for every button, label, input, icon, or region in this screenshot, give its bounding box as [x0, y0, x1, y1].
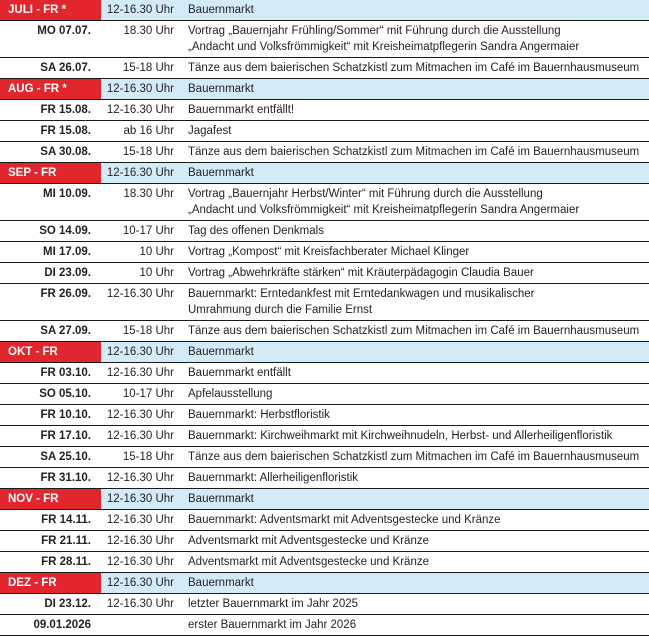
event-date: FR 10.10.	[0, 405, 101, 426]
month-header-row	[0, 79, 649, 100]
event-date: SO 05.10.	[0, 384, 101, 405]
event-date: FR 26.09.	[0, 284, 101, 321]
event-description	[182, 0, 649, 21]
description-line: Jagafest	[188, 125, 232, 137]
event-description	[182, 405, 649, 426]
month-label: JULI - FR *	[0, 0, 101, 21]
description-line: Vortrag „Abwehrkräfte stärken“ mit Kräuterpädagogin Claudia Bauer	[188, 267, 534, 279]
event-time: 18.30 Uhr	[101, 21, 182, 58]
description-line: erster Bauernmarkt im Jahr 2026	[188, 619, 357, 631]
month-header-row	[0, 163, 649, 184]
event-time: 12-16.30 Uhr	[101, 573, 182, 594]
event-time: 15-18 Uhr	[101, 58, 182, 79]
description-line: Vortrag „Bauernjahr Herbst/Winter“ mit Führung durch die Ausstellung	[188, 188, 543, 200]
description-line: Bauernmarkt	[188, 493, 254, 505]
event-row	[0, 594, 649, 615]
event-description	[182, 284, 649, 321]
event-time: 12-16.30 Uhr	[101, 284, 182, 321]
event-description	[182, 142, 649, 163]
event-date: FR 03.10.	[0, 363, 101, 384]
description-line: Bauernmarkt: Herbstfloristik	[188, 409, 330, 421]
description-line: Vortrag „Kompost“ mit Kreisfachberater Michael Klinger	[188, 246, 470, 258]
event-description	[182, 242, 649, 263]
description-line: Apfelausstellung	[188, 388, 273, 400]
event-row	[0, 121, 649, 142]
event-row	[0, 405, 649, 426]
event-row	[0, 142, 649, 163]
event-description	[182, 447, 649, 468]
event-description	[182, 489, 649, 510]
event-time: 15-18 Uhr	[101, 321, 182, 342]
event-time: 12-16.30 Uhr	[101, 489, 182, 510]
description-line: Adventsmarkt mit Adventsgestecke und Kränze	[188, 535, 429, 547]
event-date: FR 31.10.	[0, 468, 101, 489]
event-row	[0, 242, 649, 263]
description-line: Tänze aus dem baierischen Schatzkistl zum Mitmachen im Café im Bauernhausmuseum	[188, 62, 640, 74]
event-date: MI 10.09.	[0, 184, 101, 221]
event-time: 12-16.30 Uhr	[101, 363, 182, 384]
event-time: 10 Uhr	[101, 242, 182, 263]
event-date: FR 15.08.	[0, 121, 101, 142]
event-row	[0, 615, 649, 636]
event-description	[182, 100, 649, 121]
event-description	[182, 163, 649, 184]
event-date: SA 25.10.	[0, 447, 101, 468]
event-row	[0, 468, 649, 489]
event-time: 15-18 Uhr	[101, 142, 182, 163]
event-description	[182, 121, 649, 142]
description-line: Bauernmarkt: Kirchweihmarkt mit Kirchweihnudeln, Herbst- und Allerheiligenfloristik	[188, 430, 613, 442]
event-description	[182, 263, 649, 284]
event-date: FR 28.11.	[0, 552, 101, 573]
event-time: 12-16.30 Uhr	[101, 510, 182, 531]
event-time: 10-17 Uhr	[101, 384, 182, 405]
event-description	[182, 21, 649, 58]
description-line: Umrahmung durch die Familie Ernst	[188, 304, 373, 316]
month-label: NOV - FR	[0, 489, 101, 510]
event-time	[101, 615, 182, 636]
description-line: Bauernmarkt entfällt	[188, 367, 291, 379]
event-time: ab 16 Uhr	[101, 121, 182, 142]
event-description	[182, 184, 649, 221]
event-description	[182, 510, 649, 531]
event-row	[0, 510, 649, 531]
event-time: 10 Uhr	[101, 263, 182, 284]
event-time: 12-16.30 Uhr	[101, 100, 182, 121]
event-date: MI 17.09.	[0, 242, 101, 263]
event-description	[182, 384, 649, 405]
description-line: Tänze aus dem baierischen Schatzkistl zum Mitmachen im Café im Bauernhausmuseum	[188, 146, 640, 158]
description-line: Bauernmarkt	[188, 577, 254, 589]
event-row	[0, 321, 649, 342]
event-description	[182, 79, 649, 100]
event-date: FR 17.10.	[0, 426, 101, 447]
event-row	[0, 447, 649, 468]
description-line: „Andacht und Volksfrömmigkeit“ mit Kreisheimatpflegerin Sandra Angermaier	[188, 204, 580, 216]
event-time: 18.30 Uhr	[101, 184, 182, 221]
description-line: Bauernmarkt	[188, 167, 254, 179]
event-description	[182, 468, 649, 489]
event-date: MO 07.07.	[0, 21, 101, 58]
event-time: 15-18 Uhr	[101, 447, 182, 468]
event-row	[0, 263, 649, 284]
month-header-row	[0, 0, 649, 21]
event-date: FR 14.11.	[0, 510, 101, 531]
event-description	[182, 342, 649, 363]
event-time: 12-16.30 Uhr	[101, 468, 182, 489]
description-line: Tänze aus dem baierischen Schatzkistl zum Mitmachen im Café im Bauernhausmuseum	[188, 325, 640, 337]
description-line: Bauernmarkt: Erntedankfest mit Erntedankwagen und musikalischer	[188, 288, 535, 300]
event-row	[0, 100, 649, 121]
event-row	[0, 552, 649, 573]
event-time: 12-16.30 Uhr	[101, 594, 182, 615]
event-date: SO 14.09.	[0, 221, 101, 242]
description-line: Vortrag „Bauernjahr Frühling/Sommer“ mit Führung durch die Ausstellung	[188, 25, 561, 37]
event-description	[182, 221, 649, 242]
event-row	[0, 426, 649, 447]
event-time: 12-16.30 Uhr	[101, 163, 182, 184]
event-date: 09.01.2026	[0, 615, 101, 636]
event-description	[182, 594, 649, 615]
month-label: DEZ - FR	[0, 573, 101, 594]
event-date: SA 30.08.	[0, 142, 101, 163]
event-row	[0, 184, 649, 221]
event-time: 12-16.30 Uhr	[101, 79, 182, 100]
event-date: SA 26.07.	[0, 58, 101, 79]
event-time: 12-16.30 Uhr	[101, 0, 182, 21]
event-description	[182, 58, 649, 79]
event-row	[0, 531, 649, 552]
event-description	[182, 363, 649, 384]
event-time: 12-16.30 Uhr	[101, 531, 182, 552]
event-time: 12-16.30 Uhr	[101, 552, 182, 573]
event-row	[0, 21, 649, 58]
event-description	[182, 426, 649, 447]
event-row	[0, 221, 649, 242]
event-date: SA 27.09.	[0, 321, 101, 342]
event-row	[0, 58, 649, 79]
description-line: Tänze aus dem baierischen Schatzkistl zum Mitmachen im Café im Bauernhausmuseum	[188, 451, 640, 463]
description-line: Bauernmarkt	[188, 4, 254, 16]
description-line: „Andacht und Volksfrömmigkeit“ mit Kreisheimatpflegerin Sandra Angermaier	[188, 41, 580, 53]
event-date: DI 23.09.	[0, 263, 101, 284]
event-row	[0, 363, 649, 384]
description-line: Tag des offenen Denkmals	[188, 225, 324, 237]
event-description	[182, 531, 649, 552]
description-line: Adventsmarkt mit Adventsgestecke und Kränze	[188, 556, 429, 568]
description-line: letzter Bauernmarkt im Jahr 2025	[188, 598, 359, 610]
month-label: OKT - FR	[0, 342, 101, 363]
event-date: FR 15.08.	[0, 100, 101, 121]
month-header-row	[0, 489, 649, 510]
event-row	[0, 284, 649, 321]
event-description	[182, 552, 649, 573]
description-line: Bauernmarkt entfällt!	[188, 104, 295, 116]
event-row	[0, 384, 649, 405]
event-description	[182, 615, 649, 636]
event-time: 12-16.30 Uhr	[101, 426, 182, 447]
event-time: 10-17 Uhr	[101, 221, 182, 242]
description-line: Bauernmarkt	[188, 83, 254, 95]
description-line: Bauernmarkt	[188, 346, 254, 358]
event-description	[182, 573, 649, 594]
month-label: AUG - FR *	[0, 79, 101, 100]
description-line: Bauernmarkt: Allerheiligenfloristik	[188, 472, 359, 484]
event-time: 12-16.30 Uhr	[101, 342, 182, 363]
description-line: Bauernmarkt: Adventsmarkt mit Adventsgestecke und Kränze	[188, 514, 501, 526]
month-header-row	[0, 573, 649, 594]
event-date: DI 23.12.	[0, 594, 101, 615]
event-time: 12-16.30 Uhr	[101, 405, 182, 426]
month-header-row	[0, 342, 649, 363]
event-description	[182, 321, 649, 342]
event-date: FR 21.11.	[0, 531, 101, 552]
month-label: SEP - FR	[0, 163, 101, 184]
